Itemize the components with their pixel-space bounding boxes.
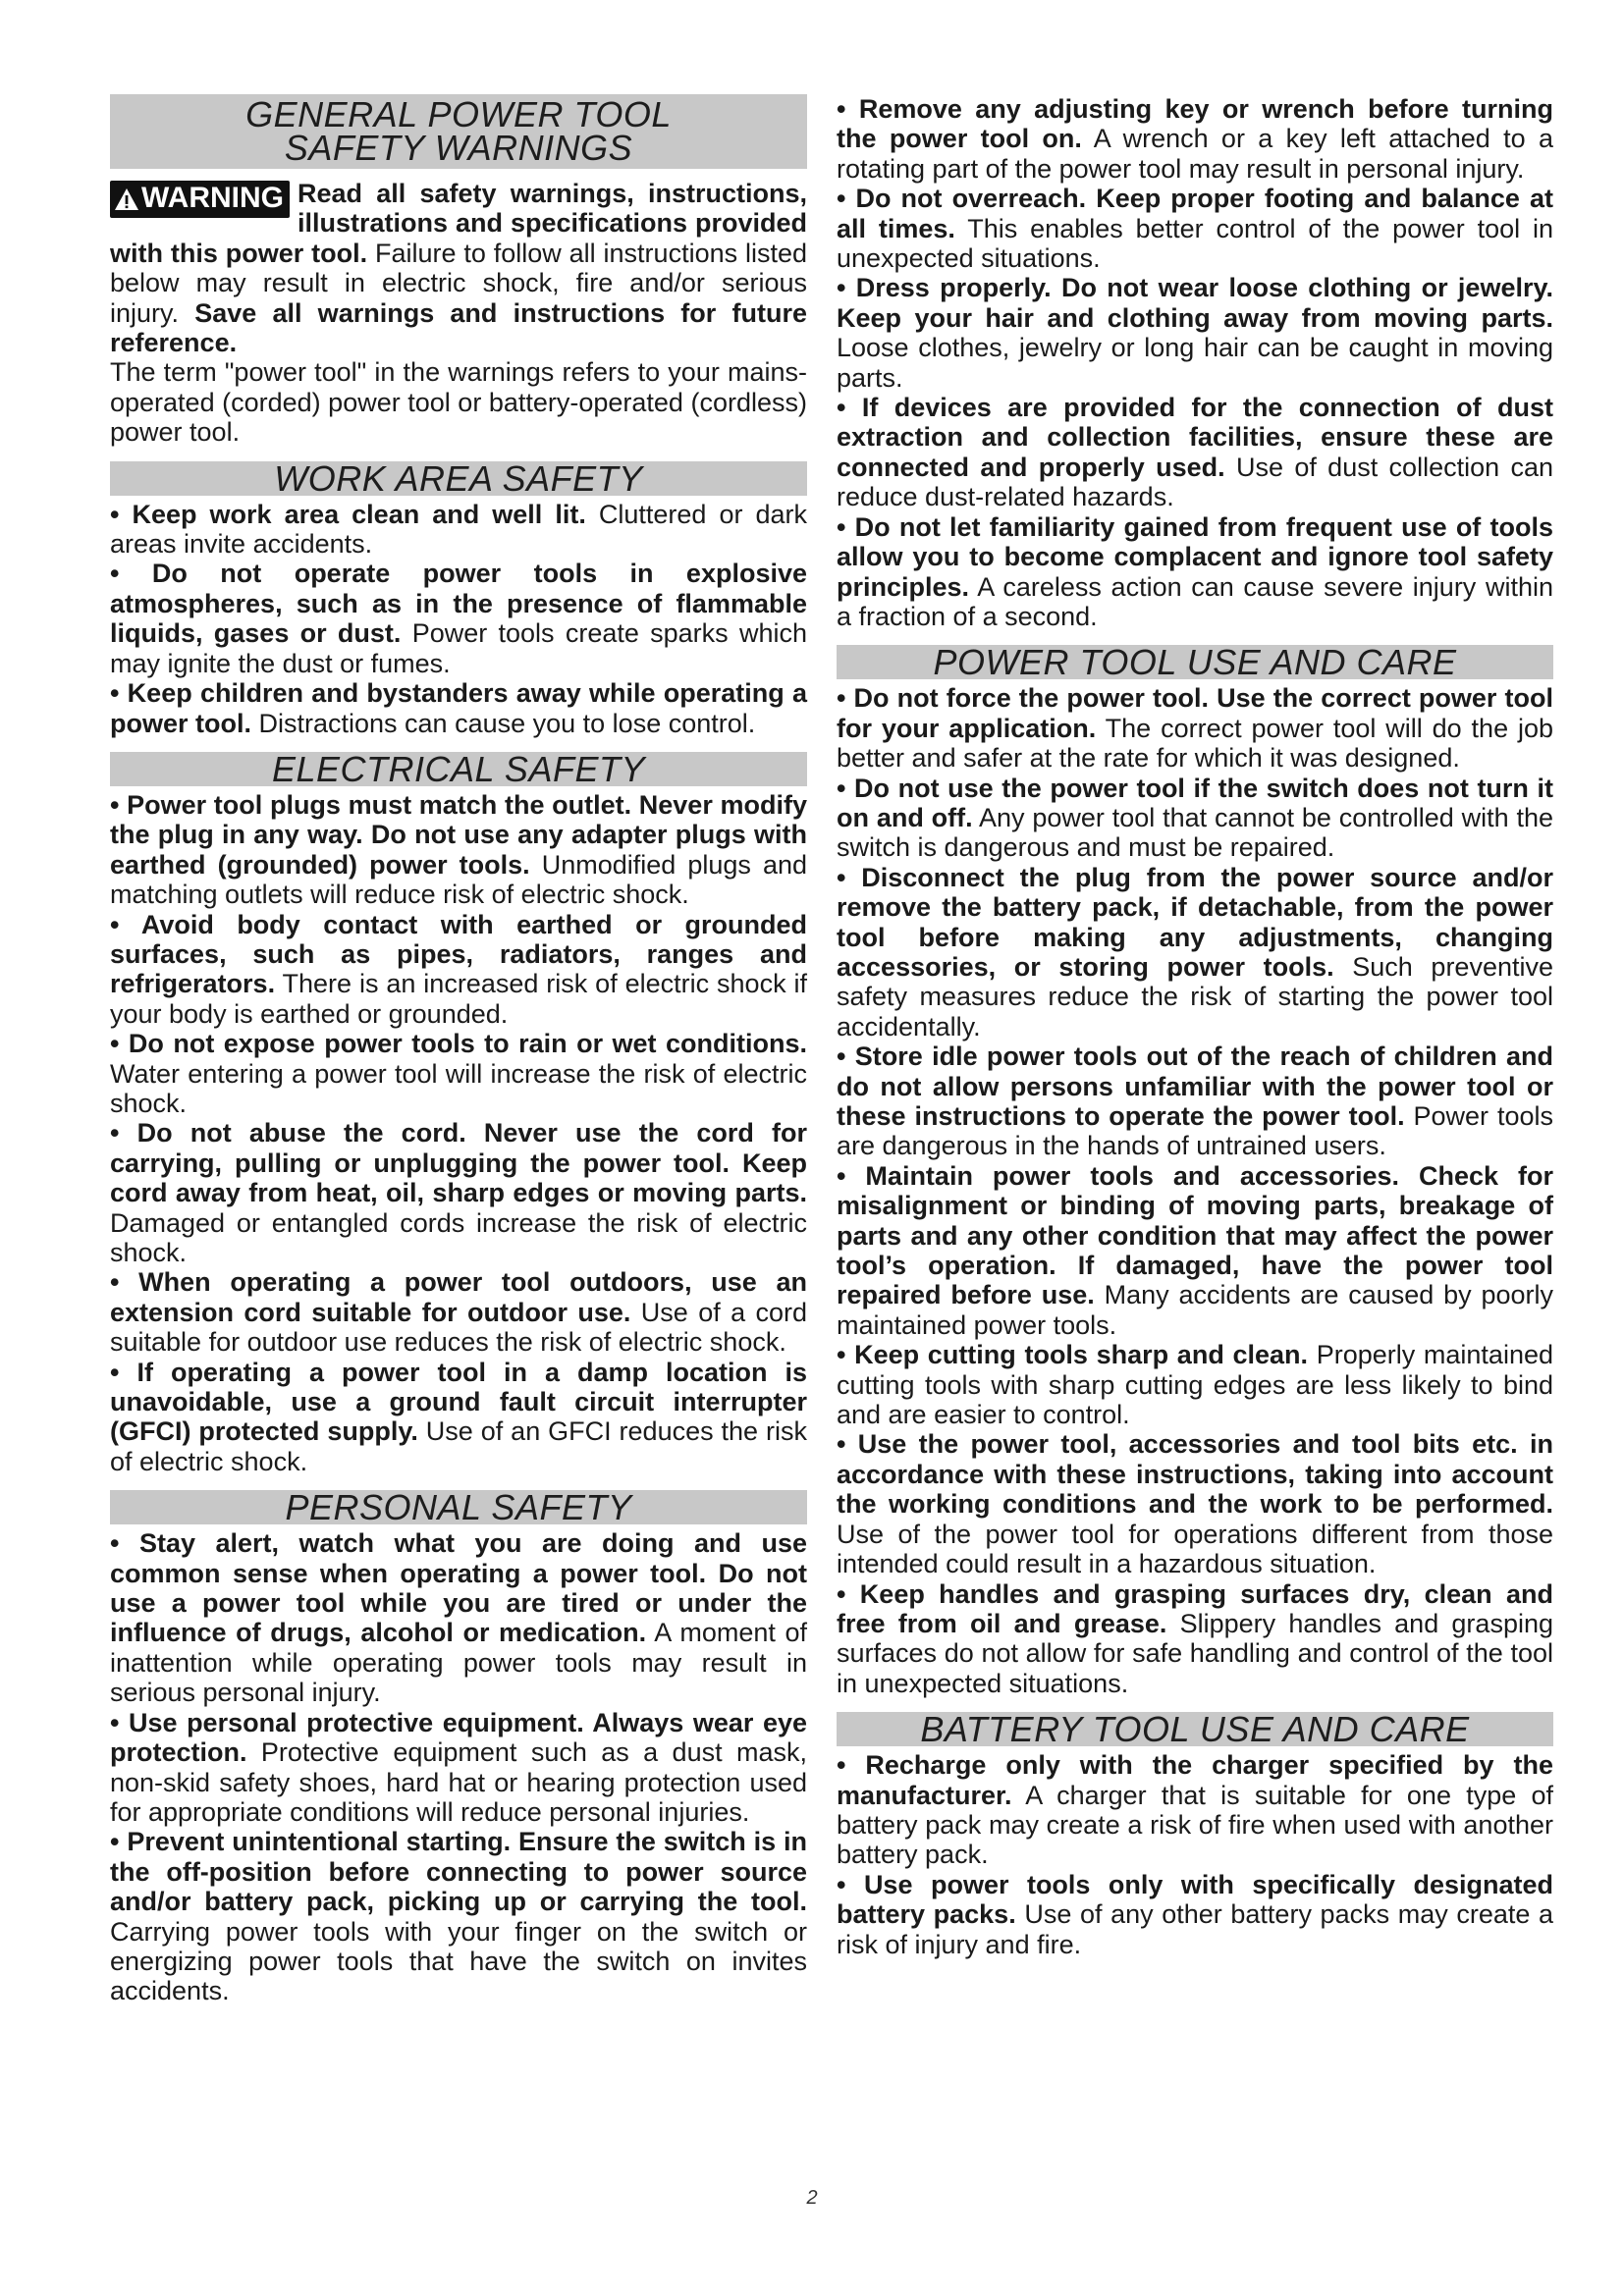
- list-item: [837, 393, 1553, 512]
- intro-bold-2: Save all warnings and instructions for future reference.: [110, 297, 807, 358]
- item-text: Damaged or entangled cords increase the risk of electric shock.: [110, 1207, 807, 1267]
- list-item: [110, 559, 807, 678]
- page-number: 2: [806, 2187, 818, 2209]
- item-bold: • Do not expose power tools to rain or wet conditions.: [110, 1029, 807, 1059]
- item-bold: • Remove any adjusting key or wrench before turning the power tool on.: [837, 94, 1553, 154]
- item-text: Water entering a power tool will increase the risk of electric shock.: [110, 1058, 807, 1118]
- item-text: Use of dust collection can reduce dust-related hazards.: [837, 452, 1553, 512]
- warning-label: WARNING: [141, 182, 284, 214]
- list-item: [837, 1870, 1553, 1959]
- personal-safety-list: [110, 1528, 807, 2006]
- left-column: [110, 94, 807, 2006]
- item-text: There is an increased risk of electric shock if your body is earthed or grounded.: [110, 969, 807, 1029]
- item-bold: • Use the power tool, accessories and tool bits etc. in accordance with these instructions, taking into account the working conditions and the work to be performed.: [837, 1429, 1553, 1520]
- item-bold: • Do not force the power tool. Use the correct power tool for your application.: [837, 683, 1553, 743]
- list-item: [837, 1340, 1553, 1429]
- list-item: [837, 774, 1553, 863]
- item-bold: • Avoid body contact with earthed or grounded surfaces, such as pipes, radiators, ranges and refrigerators.: [110, 909, 807, 999]
- list-item: [837, 512, 1553, 632]
- intro-text-2: The term "power tool" in the warnings refers to your mains-operated (corded) power tool or battery-operated (cordless) power tool.: [110, 357, 807, 448]
- item-text: Use of a cord suitable for outdoor use reduces the risk of electric shock.: [110, 1297, 808, 1358]
- list-item: [110, 790, 807, 910]
- item-bold: • Disconnect the plug from the power source and/or remove the battery pack, if detachable, from the power tool before making any adjustments, changing accessories, or storing power tools.: [837, 862, 1553, 982]
- item-bold: • If devices are provided for the connection of dust extraction and collection facilities, ensure these are connected and properly used.: [837, 393, 1553, 482]
- list-item: [837, 1750, 1553, 1870]
- power-tool-use-list: [837, 683, 1553, 1698]
- intro-text-1: Failure to follow all instructions listed below may result in electric shock, fire and/or serious injury.: [110, 238, 807, 328]
- list-item: [110, 1267, 807, 1357]
- item-bold: • Power tool plugs must match the outlet. Never modify the plug in any way. Do not use any adapter plugs with earthed (grounded) power tools.: [110, 789, 807, 880]
- item-text: Loose clothes, jewelry or long hair can be caught in moving parts.: [837, 333, 1553, 393]
- list-item: [110, 1528, 807, 1707]
- item-text: Many accidents are caused by poorly maintained power tools.: [837, 1280, 1553, 1340]
- list-item: [110, 1118, 807, 1267]
- item-bold: • Prevent unintentional starting. Ensure the switch is in the off-position before connecting to power source and/or battery pack, picking up or carrying the tool.: [110, 1827, 807, 1917]
- item-bold: • Keep handles and grasping surfaces dry, clean and free from oil and grease.: [837, 1578, 1553, 1638]
- item-bold: • Use personal protective equipment. Always wear eye protection.: [110, 1707, 807, 1768]
- item-bold: • Maintain power tools and accessories. Check for misalignment or binding of moving parts, breakage of parts and any other condition that may affect the power tool’s operation. If damaged, have the power tool repaired before use.: [837, 1160, 1553, 1310]
- intro-bold-1: Read all safety warnings, instructions, illustrations and specifications provided with this power tool.: [110, 179, 807, 268]
- battery-tool-heading: BATTERY TOOL USE AND CARE: [837, 1712, 1553, 1746]
- electrical-heading: ELECTRICAL SAFETY: [110, 752, 807, 786]
- item-text: Properly maintained cutting tools with sharp cutting edges are less likely to bind and are easier to control.: [837, 1340, 1553, 1430]
- item-bold: • Keep children and bystanders away while operating a power tool.: [110, 678, 807, 738]
- list-item: [837, 1041, 1553, 1161]
- list-item: [837, 1429, 1553, 1578]
- item-bold: • Do not use the power tool if the switch does not turn it on and off.: [837, 773, 1553, 832]
- list-item: [110, 678, 807, 738]
- item-bold: • Keep cutting tools sharp and clean.: [837, 1340, 1309, 1370]
- item-bold: • Do not let familiarity gained from frequent use of tools allow you to become complacent and ignore tool safety principles.: [837, 511, 1553, 602]
- list-item: [110, 910, 807, 1030]
- item-bold: • Do not operate power tools in explosive atmospheres, such as in the presence of flammable liquids, gases or dust.: [110, 559, 807, 649]
- warning-triangle-icon: [114, 187, 139, 211]
- item-text: A careless action can cause severe injury within a fraction of a second.: [837, 571, 1553, 631]
- item-bold: • Do not overreach. Keep proper footing and balance at all times.: [837, 184, 1553, 243]
- item-text: The correct power tool will do the job better and safer at the rate for which it was designed.: [837, 713, 1553, 774]
- item-bold: • Dress properly. Do not wear loose clothing or jewelry. Keep your hair and clothing away from moving parts.: [837, 273, 1553, 333]
- list-item: [110, 1708, 807, 1828]
- list-item: [837, 1161, 1553, 1340]
- personal-safety-continued-list: [837, 94, 1553, 631]
- heading-line-2: SAFETY WARNINGS: [284, 128, 633, 168]
- item-text: Use of an GFCI reduces the risk of electric shock.: [110, 1416, 807, 1476]
- electrical-list: [110, 790, 807, 1476]
- item-bold: • Store idle power tools out of the reach of children and do not allow persons unfamiliar with the power tool or these instructions to operate the power tool.: [837, 1041, 1553, 1131]
- general-safety-heading: [110, 94, 807, 169]
- list-item: [837, 184, 1553, 273]
- item-text: Use of the power tool for operations different from those intended could result in a hazardous situation.: [837, 1519, 1553, 1579]
- list-item: [837, 683, 1553, 773]
- right-column: [837, 94, 1553, 1959]
- item-text: A moment of inattention while operating power tools may result in serious personal injury.: [110, 1618, 807, 1708]
- item-bold: • If operating a power tool in a damp location is unavoidable, use a ground fault circuit interrupter (GFCI) protected supply.: [110, 1357, 807, 1447]
- item-text: Use of any other battery packs may create a risk of injury and fire.: [837, 1899, 1554, 1959]
- work-area-list: [110, 500, 807, 738]
- personal-safety-heading: PERSONAL SAFETY: [110, 1490, 807, 1524]
- list-item: [837, 863, 1553, 1041]
- item-text: Any power tool that cannot be controlled with the switch is dangerous and must be repaired.: [837, 802, 1554, 863]
- list-item: [110, 1029, 807, 1118]
- item-bold: • Stay alert, watch what you are doing and use common sense when operating a power tool. Do not use a power tool while you are tired or under the influence of drugs, alcohol or medication.: [110, 1528, 807, 1648]
- item-bold: • When operating a power tool outdoors, use an extension cord suitable for outdoor use.: [110, 1267, 807, 1327]
- item-bold: • Use power tools only with specifically designated battery packs.: [837, 1869, 1553, 1930]
- item-text: Protective equipment such as a dust mask, non-skid safety shoes, hard hat or hearing protection used for appropriate conditions will reduce personal injuries.: [110, 1737, 807, 1827]
- item-text: Distractions can cause you to lose control.: [251, 708, 756, 738]
- item-bold: • Recharge only with the charger specified by the manufacturer.: [837, 1750, 1553, 1810]
- work-area-heading: WORK AREA SAFETY: [110, 461, 807, 496]
- list-item: [110, 1827, 807, 2005]
- list-item: [110, 500, 807, 560]
- item-text: Unmodified plugs and matching outlets will reduce risk of electric shock.: [110, 849, 807, 910]
- item-text: Cluttered or dark areas invite accidents.: [110, 499, 808, 560]
- item-text: A wrench or a key left attached to a rotating part of the power tool may result in personal injury.: [837, 124, 1553, 184]
- item-text: A charger that is suitable for one type of battery pack may create a risk of fire when used with another battery pack.: [837, 1780, 1553, 1870]
- item-bold: • Do not abuse the cord. Never use the cord for carrying, pulling or unplugging the power tool. Keep cord away from heat, oil, sharp edges or moving parts.: [110, 1118, 807, 1208]
- item-bold: • Keep work area clean and well lit.: [110, 499, 586, 529]
- battery-tool-list: [837, 1750, 1553, 1959]
- item-text: Power tools are dangerous in the hands of untrained users.: [837, 1101, 1553, 1161]
- list-item: [837, 1579, 1553, 1699]
- item-text: Carrying power tools with your finger on the switch or energizing power tools that have the switch on invites accidents.: [110, 1916, 807, 2006]
- item-text: Slippery handles and grasping surfaces do not allow for safe handling and control of the tool in unexpected situations.: [837, 1608, 1553, 1698]
- warning-badge: [110, 181, 290, 218]
- item-text: This enables better control of the power tool in unexpected situations.: [837, 213, 1553, 274]
- heading-line-1: GENERAL POWER TOOL: [245, 94, 672, 134]
- power-tool-use-heading: POWER TOOL USE AND CARE: [837, 645, 1553, 679]
- list-item: [110, 1358, 807, 1477]
- item-text: Power tools create sparks which may ignite the dust or fumes.: [110, 618, 807, 678]
- general-warning-intro: [110, 179, 807, 448]
- item-text: Such preventive safety measures reduce the risk of starting the power tool accidentally.: [837, 951, 1554, 1041]
- list-item: [837, 273, 1553, 393]
- list-item: [837, 94, 1553, 184]
